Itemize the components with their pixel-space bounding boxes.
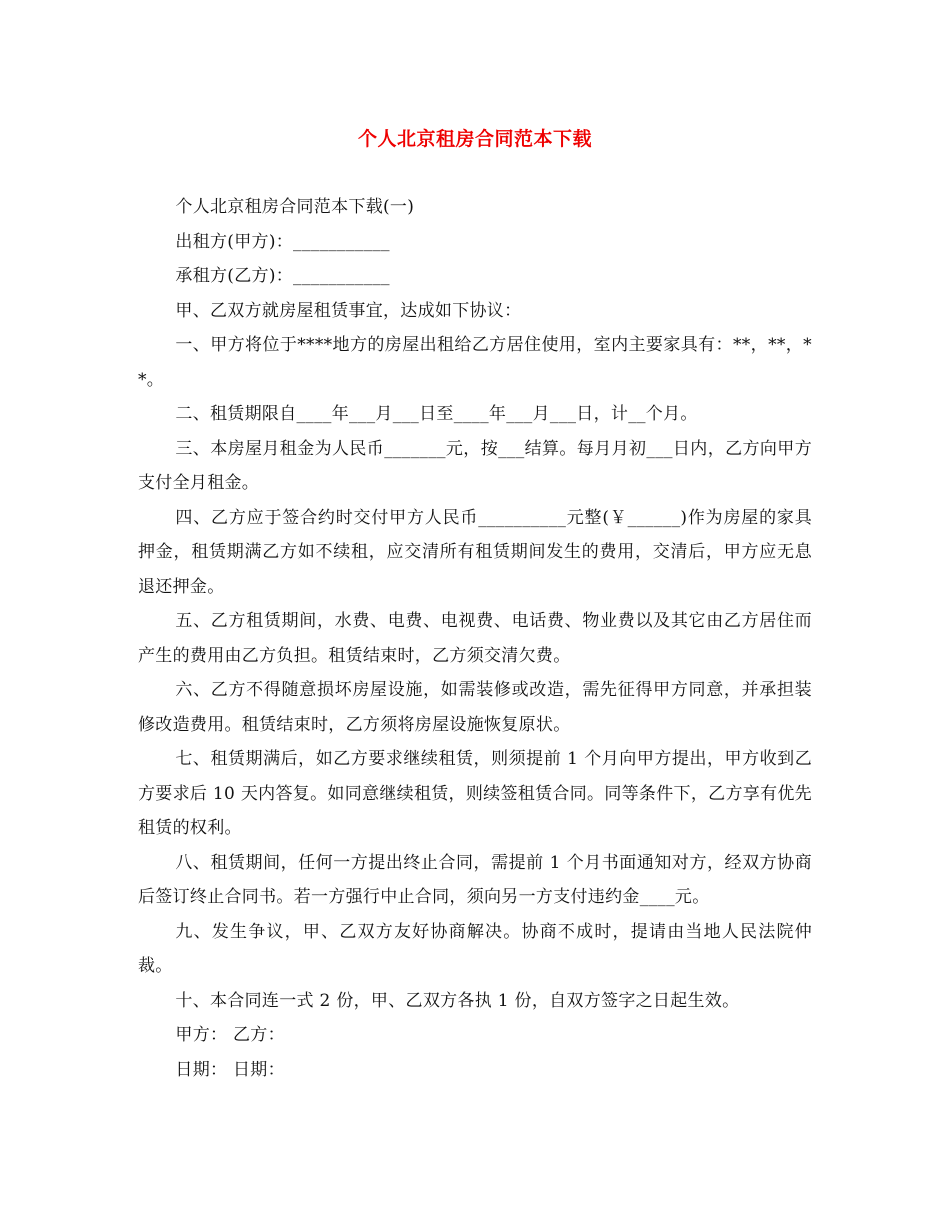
clause-8: 八、租赁期间，任何一方提出终止合同，需提前 1 个月书面通知对方，经双方协商后签订终止合同书。若一方强行中止合同，须向另一方支付违约金____元。: [138, 852, 812, 907]
clause-2: 二、租赁期限自____年___月___日至____年___月___日，计__个月。: [175, 404, 698, 424]
document-title: 个人北京租房合同范本下载: [357, 128, 592, 150]
clause-6: 六、乙方不得随意损坏房屋设施，如需装修或改造，需先征得甲方同意，并承担装修改造费用。租赁结束时，乙方须将房屋设施恢复原状。: [138, 680, 812, 735]
agreement-intro: 甲、乙双方就房屋租赁事宜，达成如下协议：: [175, 300, 522, 321]
date-line: 日期： 日期：: [175, 1059, 285, 1080]
contract-subtitle: 个人北京租房合同范本下载(一): [175, 197, 415, 217]
clause-10: 十、本合同连一式 2 份，甲、乙双方各执 1 份，自双方签字之日起生效。: [175, 990, 740, 1011]
clause-3: 三、本房屋月租金为人民币_______元，按___结算。每月月初___日内，乙方向甲方支付全月租金。: [138, 438, 812, 493]
document-body: [138, 190, 812, 1087]
signature-line: 甲方： 乙方：: [175, 1025, 285, 1045]
clause-5: 五、乙方租赁期间，水费、电费、电视费、电话费、物业费以及其它由乙方居住而产生的费用由乙方负担。租赁结束时，乙方须交清欠费。: [138, 611, 812, 666]
clause-7: 七、租赁期满后，如乙方要求继续租赁，则须提前 1 个月向甲方提出，甲方收到乙方要求后 10 天内答复。如同意继续租赁，则续签租赁合同。同等条件下，乙方享有优先租赁的权利。: [138, 749, 812, 838]
lessee-line: 承租方(乙方)：___________: [175, 266, 390, 286]
clause-4: 四、乙方应于签合约时交付甲方人民币__________元整(￥______)作为房屋的家具押金，租赁期满乙方如不续租，应交清所有租赁期间发生的费用，交清后，甲方应无息退还押金。: [138, 507, 812, 597]
clause-1: 一、甲方将位于****地方的房屋出租给乙方居住使用，室内主要家具有：**，**，**。: [138, 335, 812, 390]
lessor-line: 出租方(甲方)：___________: [175, 231, 390, 252]
clause-9: 九、发生争议，甲、乙双方友好协商解决。协商不成时，提请由当地人民法院仲裁。: [138, 921, 812, 976]
